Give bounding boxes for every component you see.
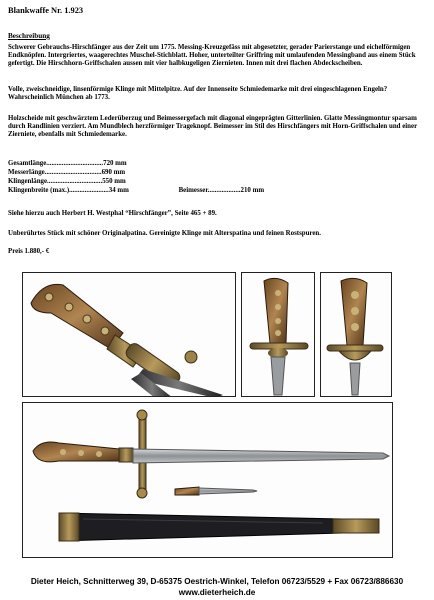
spec-value: 690 mm (101, 169, 126, 176)
spec-label: Klingenbreite (max.)....................... (8, 187, 109, 194)
companion-knife (175, 487, 257, 495)
scabbard (59, 513, 379, 541)
spec-value: 550 mm (102, 178, 126, 185)
description-paragraph-2: Volle, zweischneidige, linsenförmige Klinge mit Mittelpitze. Auf der Innenseite Schmiedemarke mit drei eingeschlagenen Engeln? Wahrscheinlich München ab 1773. (8, 86, 388, 102)
footer-website[interactable]: www.dieterheich.de (178, 588, 256, 597)
description-paragraph-1: Schwerer Gebrauchs-Hirschfänger aus der Zeit um 1775. Messing-Kreuzgefäss mit abgesetzter, gerader Parierstange und eichelförmigen Endknöpfen. Intergriertes, waagerechtes Muschel-Stichblatt. Hoher, unterteilter Griffring mit umlaufenden Messingband aus einem Stück gefertigt. Die Hirschhorn-Griffschalen aussen mit vier halbkugeligen Ziernieten. Innen mit drei flachen Abdeckscheiben. (8, 44, 416, 68)
price-label: Preis 1.880,- € (8, 248, 50, 255)
hunting-sword (33, 410, 389, 498)
condition-note: Unberührtes Stück mit schöner Originalpatina. Gereinigte Klinge mit Alterspatina und feinen Rostspuren. (8, 230, 321, 237)
photo-hilt-vertical (241, 272, 315, 397)
photo-hilt-shell-guard (320, 272, 392, 397)
photo-hilt-closeup (22, 272, 236, 397)
full-set-image (23, 403, 393, 558)
spec-row-blade-width (8, 187, 264, 194)
description-paragraph-3: Holzscheide mit geschwärztem Lederüberzug und Beimessergefach mit diagonal eingeprägten Gitterlinien. Glatte Messingmontur sparsam durch Randlinien verziert. Am Mundblech herzförmiger Trageknopf. Beimesser im Stil des Hirschfängers mit Horn-Griffschalen und einer Zierniete, ebenfalls mit Schmiedemarke. (8, 115, 418, 139)
spec-row-knife-length (8, 169, 125, 176)
spec-label-extra: Beimesser................... (178, 187, 241, 194)
footer-address: Dieter Heich, Schnitterweg 39, D-65375 Oestrich-Winkel, Telefon 06723/5529 + Fax 06723/886630 (30, 577, 404, 586)
hilt-shell-guard-image (321, 273, 392, 397)
spec-row-total-length (8, 160, 127, 167)
spec-value: 34 mm (108, 187, 129, 194)
hilt-closeup-image (23, 273, 236, 397)
spec-value: 720 mm (103, 160, 127, 167)
page-title: Blankwaffe Nr. 1.923 (8, 6, 84, 15)
hilt-vertical-image (242, 273, 315, 397)
spec-label: Messerlänge................................. (8, 169, 102, 176)
spec-row-blade-length (8, 178, 126, 185)
section-heading: Beschreibung (8, 32, 50, 40)
photo-full-set (22, 402, 393, 558)
reference-note: Siehe hierzu auch Herbert H. Westphal “Hirschfänger”, Seite 465 + 89. (8, 210, 217, 217)
spec-value-extra: 210 mm (240, 187, 265, 194)
spec-label: Gesamtlänge................................. (8, 160, 104, 167)
spec-label: Klingenlänge................................ (8, 178, 103, 185)
